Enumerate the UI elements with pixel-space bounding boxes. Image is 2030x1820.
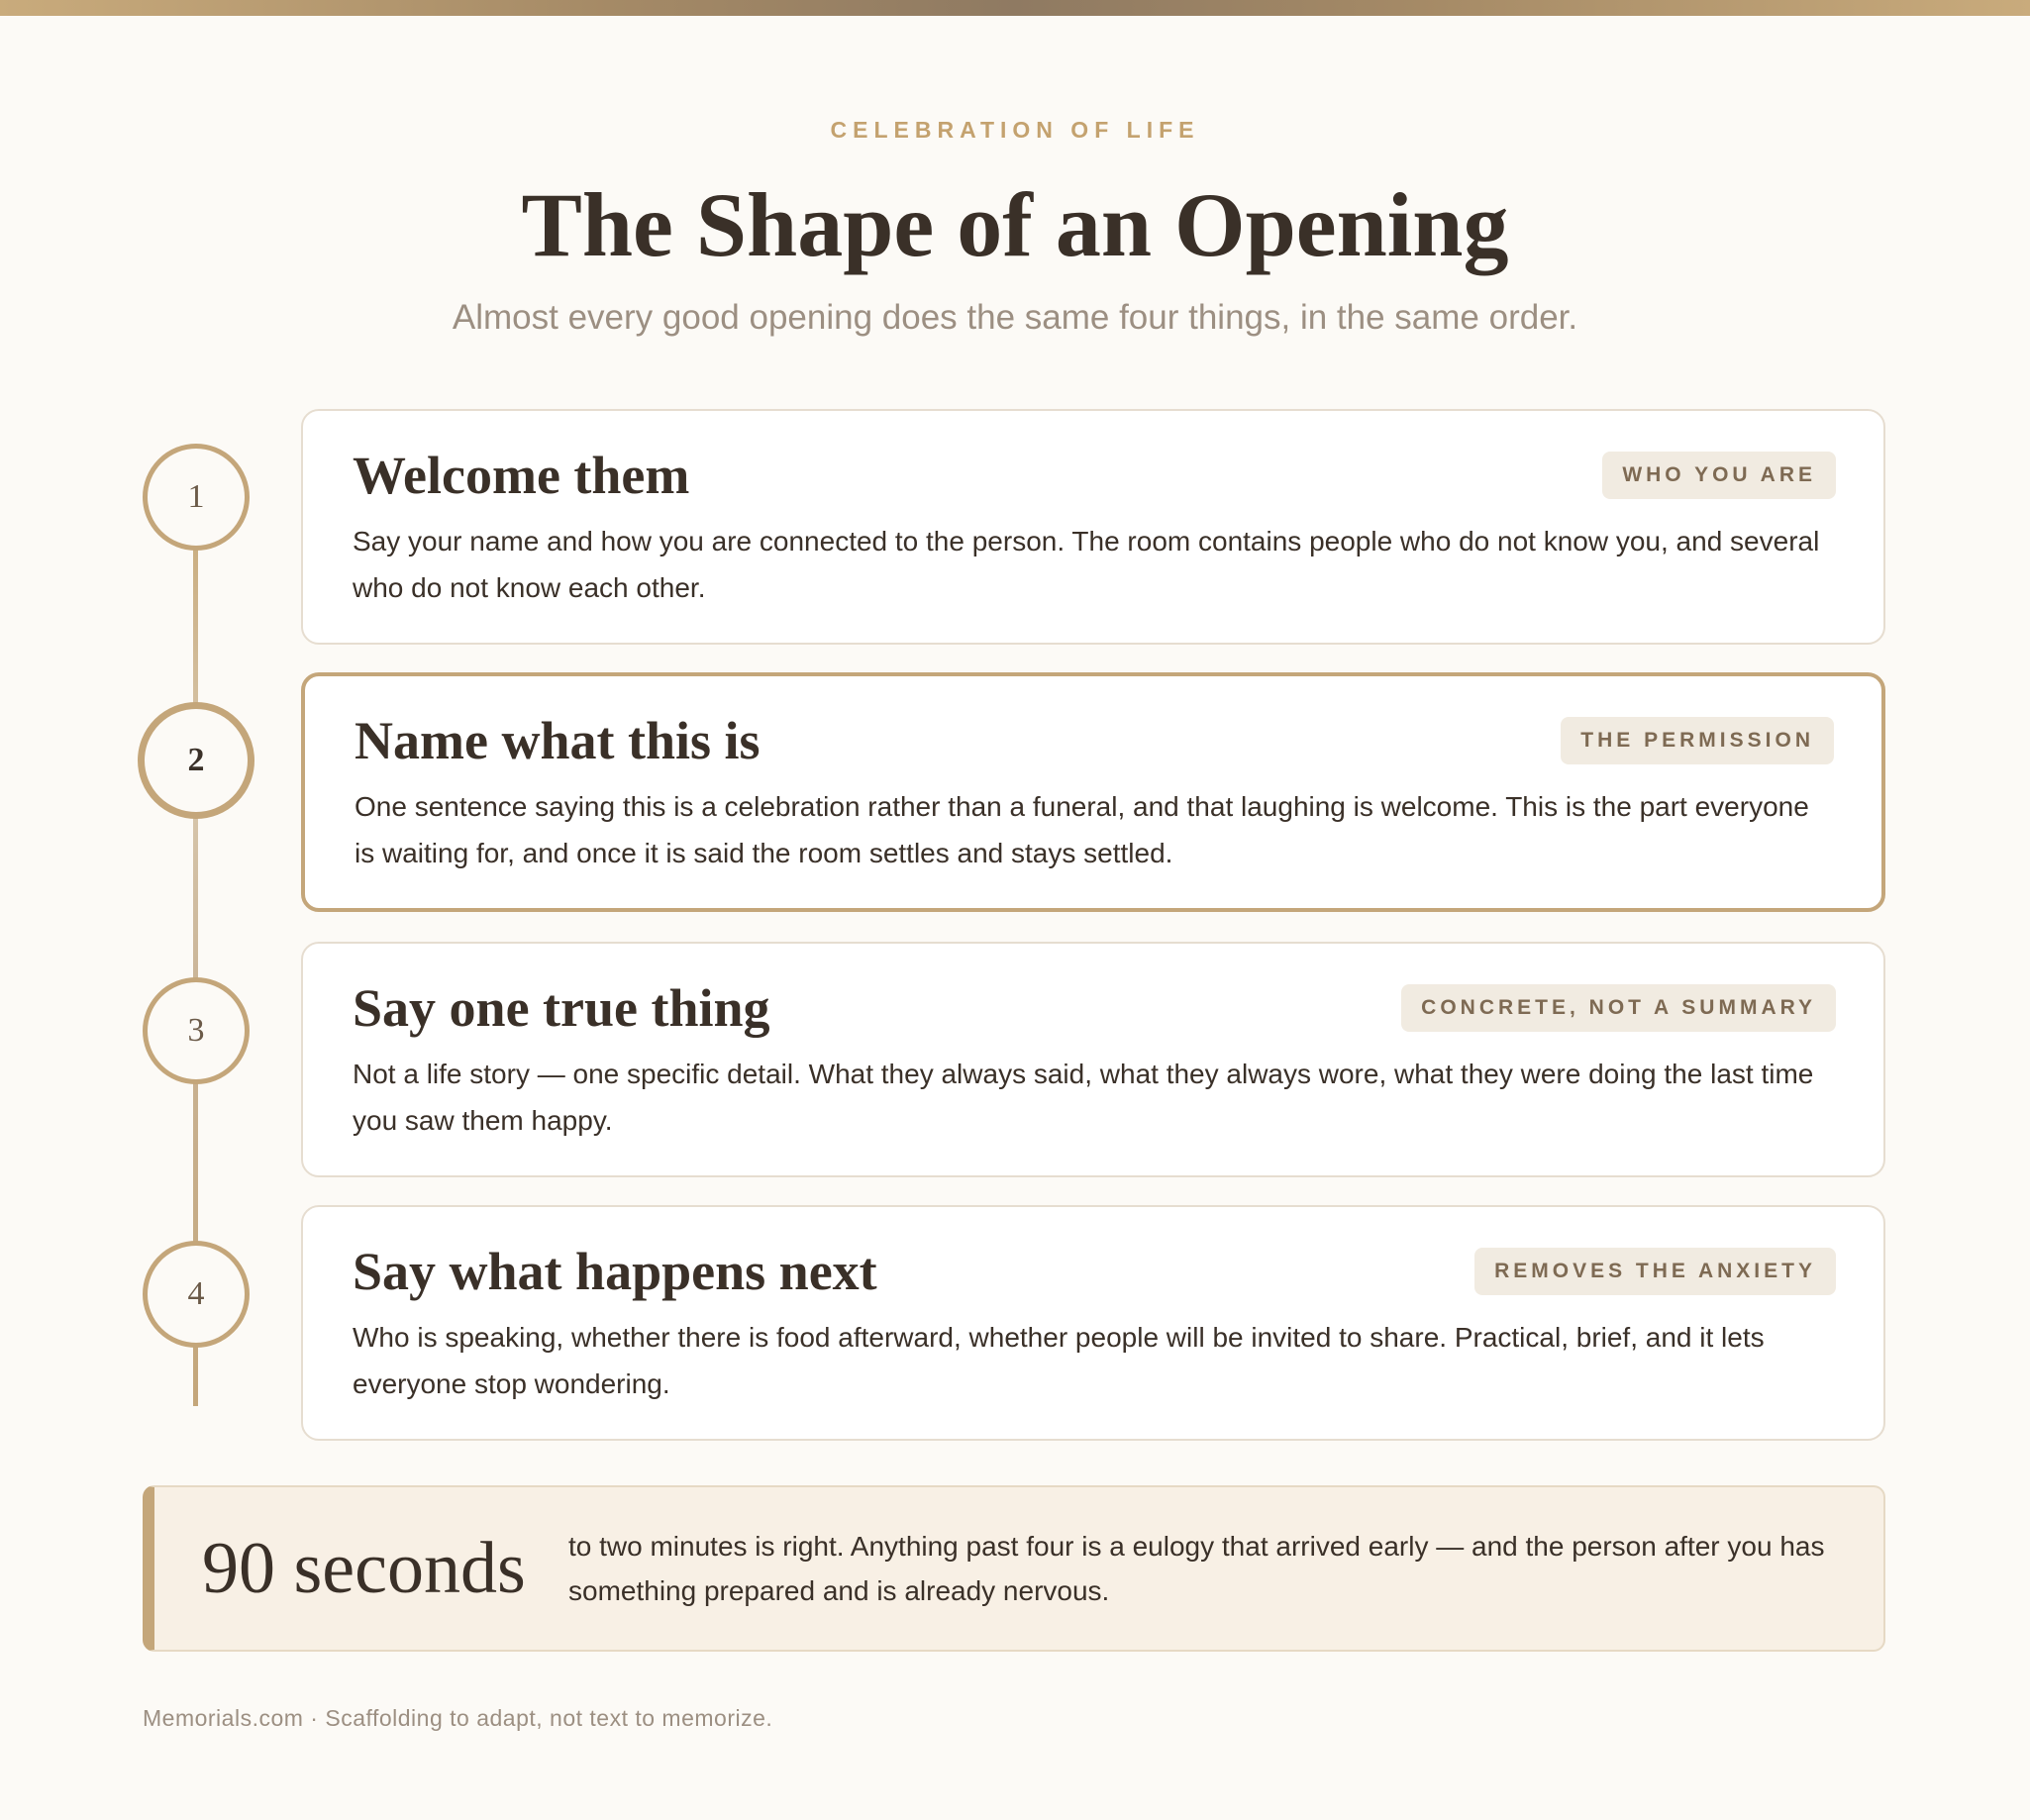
step-tag: THE PERMISSION — [1561, 717, 1834, 764]
step-tag: CONCRETE, NOT A SUMMARY — [1401, 984, 1836, 1032]
step-number-1: 1 — [143, 444, 250, 551]
page-title: The Shape of an Opening — [521, 174, 1509, 275]
step-card-1 — [301, 409, 1885, 645]
footer-note: Memorials.com · Scaffolding to adapt, not text to memorize. — [143, 1705, 773, 1731]
step-card-2 — [301, 672, 1885, 912]
page-subtitle: Almost every good opening does the same four things, in the same order. — [452, 298, 1578, 337]
step-description: Say your name and how you are connected to the person. The room contains people who do not know you, and several who do not know each other. — [353, 526, 1820, 603]
eyebrow-label: CELEBRATION OF LIFE — [830, 117, 1200, 143]
step-title: Welcome them — [353, 446, 690, 505]
step-title: Say one true thing — [353, 978, 770, 1038]
step-title: Name what this is — [355, 711, 761, 770]
step-card-3 — [301, 942, 1885, 1177]
callout-text: to two minutes is right. Anything past four is a eulogy that arrived early — and the person after you has something prepared and is already nervous. — [568, 1531, 1825, 1606]
timing-callout — [143, 1485, 1885, 1652]
step-description: One sentence saying this is a celebration rather than a funeral, and that laughing is welcome. This is the part everyone is waiting for, and once it is said the room settles and stays settled. — [355, 791, 1809, 868]
step-tag: WHO YOU ARE — [1602, 452, 1836, 499]
step-number-3: 3 — [143, 977, 250, 1084]
callout-duration: 90 seconds — [202, 1527, 526, 1609]
step-card-4 — [301, 1205, 1885, 1441]
step-number-2: 2 — [138, 702, 254, 819]
step-description: Who is speaking, whether there is food afterward, whether people will be invited to share. Practical, brief, and it lets everyone stop wondering. — [353, 1322, 1765, 1399]
step-title: Say what happens next — [353, 1242, 877, 1301]
page-header — [0, 117, 2030, 338]
step-number-4: 4 — [143, 1241, 250, 1348]
top-accent-bar — [0, 0, 2030, 16]
step-tag: REMOVES THE ANXIETY — [1474, 1248, 1836, 1295]
step-description: Not a life story — one specific detail. What they always said, what they always wore, what they were doing the last time you saw them happy. — [353, 1059, 1814, 1136]
